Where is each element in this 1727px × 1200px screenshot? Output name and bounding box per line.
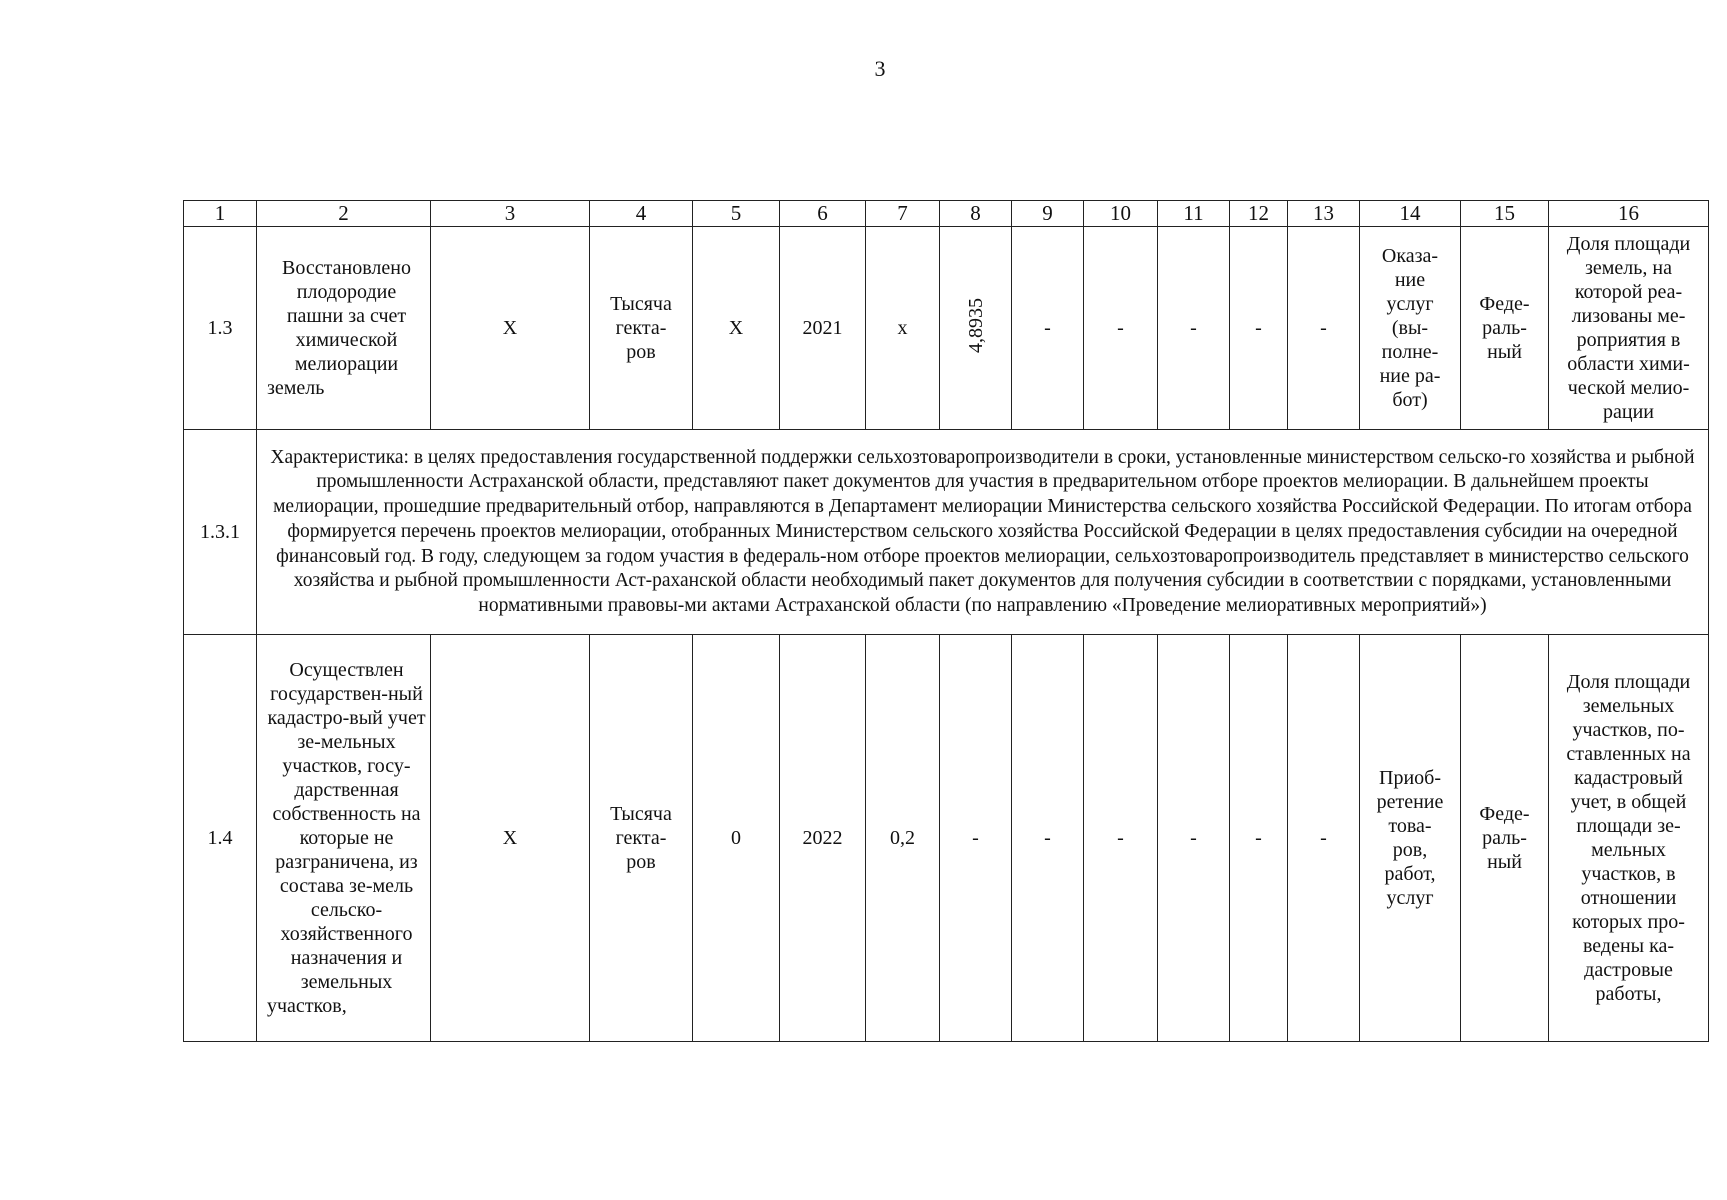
header-cell: 5	[693, 201, 780, 227]
cell-col12: -	[1230, 635, 1288, 1042]
indicator-cell: Доля площади земель, на которой реа- лизованы ме- роприятия в области хими- ческой мелио- рации	[1549, 227, 1709, 430]
unit-cell: Тысяча гекта- ров	[590, 635, 693, 1042]
level-cell: Феде- раль- ный	[1461, 635, 1549, 1042]
cell-col5: 0	[693, 635, 780, 1042]
result-name: Осуществлен государствен-ный кадастро-вый учет зе-мельных участков, госу-дарственная собственность на которые не разграничена, из состава зе-мель сельско-хозяйственного назначения и земельных участков,	[257, 635, 431, 1042]
cell-col13: -	[1288, 635, 1360, 1042]
cell-col3: Х	[431, 227, 590, 430]
cell-col7: х	[866, 227, 940, 430]
type-cell: Оказа- ние услуг (вы- полне- ние ра- бот)	[1360, 227, 1461, 430]
header-cell: 16	[1549, 201, 1709, 227]
cell-col13: -	[1288, 227, 1360, 430]
characteristic-text: Характеристика: в целях предоставления государственной поддержки сельхозтоваропроизводители в сроки, установленные министерством сельско-го хозяйства и рыбной промышленности Астраханской области, представляют пакет документов для участия в предварительном отборе проектов мелиорации. В дальнейшем проекты мелиорации, прошедшие предварительный отбор, направляются в Департамент мелиорации Министерства сельского хозяйства Российской Федерации. По итогам отбора формируется перечень проектов мелиорации, отобранных Министерством сельского хозяйства Российской Федерации в целях предоставления субсидии на очередной финансовый год. В году, следующем за годом участия в федераль-ном отборе проектов мелиорации, сельхозтоваропроизводитель представляет в министерство сельского хозяйства и рыбной промышленности Аст-раханской области необходимый пакет документов для получения субсидии в соответствии с порядками, установленными нормативными правовы-ми актами Астраханской области (по направлению «Проведение мелиоративных мероприятий»)	[257, 430, 1709, 635]
cell-col9: -	[1012, 227, 1084, 430]
type-cell: Приоб- ретение това- ров, работ, услуг	[1360, 635, 1461, 1042]
year-cell: 2022	[780, 635, 866, 1042]
table-row-1-3-1	[184, 430, 1709, 635]
cell-col8: -	[940, 635, 1012, 1042]
cell-col3: Х	[431, 635, 590, 1042]
header-cell: 1	[184, 201, 257, 227]
table-row-1-3	[184, 227, 1709, 430]
cell-col5: Х	[693, 227, 780, 430]
cell-col10: -	[1084, 635, 1158, 1042]
page-number: 3	[874, 56, 886, 81]
header-cell: 15	[1461, 201, 1549, 227]
header-cell: 7	[866, 201, 940, 227]
header-cell: 3	[431, 201, 590, 227]
results-table	[183, 200, 1709, 1042]
row-number: 1.3.1	[184, 430, 257, 635]
header-cell: 2	[257, 201, 431, 227]
row-number: 1.4	[184, 635, 257, 1042]
header-cell: 13	[1288, 201, 1360, 227]
level-cell: Феде- раль- ный	[1461, 227, 1549, 430]
header-cell: 10	[1084, 201, 1158, 227]
header-cell: 8	[940, 201, 1012, 227]
header-cell: 14	[1360, 201, 1461, 227]
cell-col7: 0,2	[866, 635, 940, 1042]
result-name: Восстановлено плодородие пашни за счет химической мелиорации земель	[257, 227, 431, 430]
header-row	[184, 201, 1709, 227]
header-cell: 6	[780, 201, 866, 227]
unit-cell: Тысяча гекта- ров	[590, 227, 693, 430]
header-cell: 9	[1012, 201, 1084, 227]
header-cell: 11	[1158, 201, 1230, 227]
cell-col8	[940, 227, 1012, 430]
header-cell: 4	[590, 201, 693, 227]
cell-col12: -	[1230, 227, 1288, 430]
year-cell: 2021	[780, 227, 866, 430]
cell-col10: -	[1084, 227, 1158, 430]
cell-col9: -	[1012, 635, 1084, 1042]
indicator-cell: Доля площади земельных участков, по- ставленных на кадастровый учет, в общей площади зе- мельных участков, в отношении которых про- ведены ка- дастровые работы,	[1549, 635, 1709, 1042]
table-row-1-4	[184, 635, 1709, 1042]
cell-col11: -	[1158, 635, 1230, 1042]
row-number: 1.3	[184, 227, 257, 430]
cell-col11: -	[1158, 227, 1230, 430]
vertical-value: 4,8935	[964, 297, 987, 353]
header-cell: 12	[1230, 201, 1288, 227]
